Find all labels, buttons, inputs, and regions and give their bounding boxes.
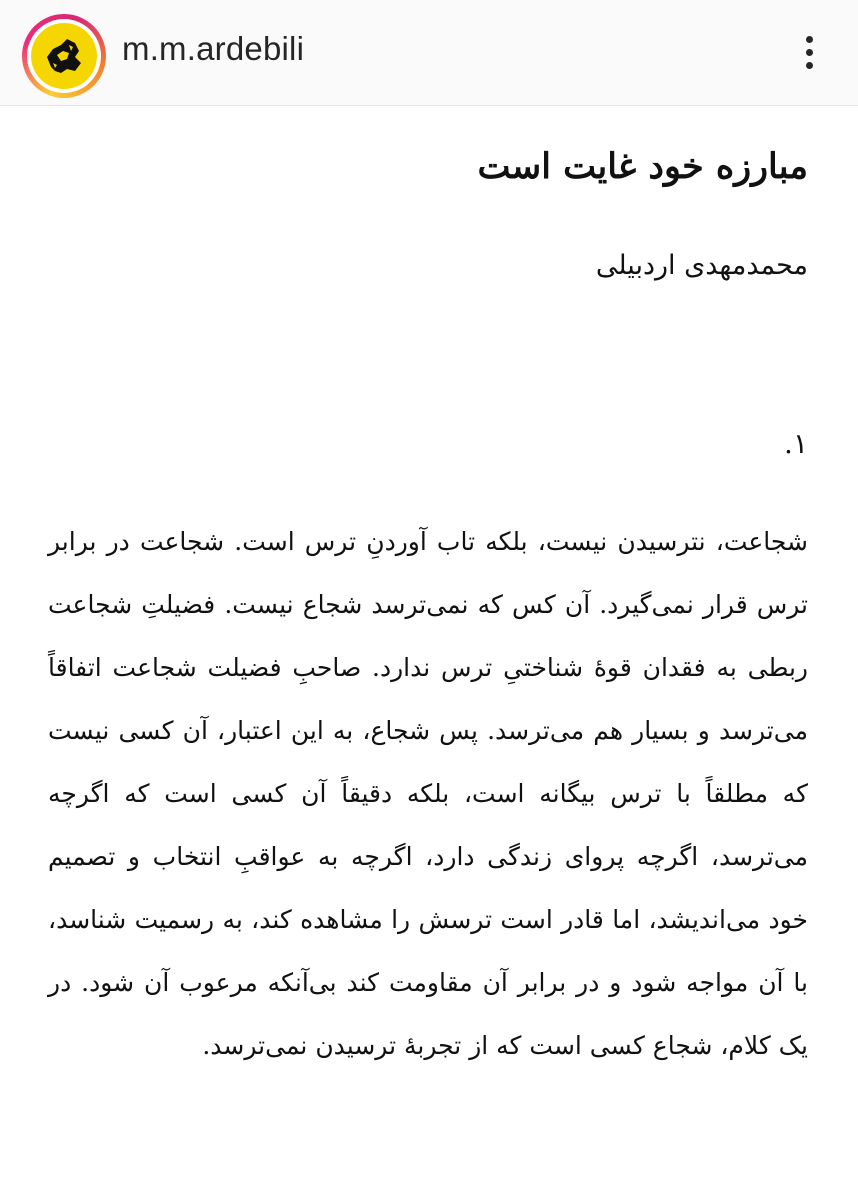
post-body-text: شجاعت، نترسیدن نیست، بلکه تاب آوردنِ ترس است. شجاعت در برابر ترس قرار نمی‌گیرد. آن کس که نمی‌ترسد شجاع نیست. فضیلتِ شجاعت ربطی به فقدان قوهٔ شناختیِ ترس ندارد. صاحبِ فضیلت شجاعت اتفاقاً می‌ترسد و بسیار هم می‌ترسد. پس شجاع، به این اعتبار، آن کسی نیست که مطلقاً با ترس بیگانه است، بلکه دقیقاً آن کسی است که اگرچه می‌ترسد، اگرچه پروای زندگی دارد، اگرچه به عواقبِ انتخاب و تصمیم خود می‌اندیشد، اما قادر است ترسش را مشاهده کند، به رسمیت شناسد، با آن مواجه شود و در برابر آن مقاومت کند بی‌آنکه مرعوب آن شود. در یک کلام، شجاع کسی است که از تجربهٔ ترسیدن نمی‌ترسد.	[48, 527, 808, 1060]
more-vertical-icon-dot-bottom	[806, 62, 813, 69]
story-ring[interactable]	[22, 14, 106, 98]
profile-avatar-icon	[31, 23, 97, 89]
avatar[interactable]	[27, 19, 101, 93]
more-vertical-icon-dot-middle	[806, 49, 813, 56]
username[interactable]: m.m.ardebili	[122, 30, 305, 67]
post-title: مبارزه خود غایت است	[477, 146, 808, 187]
post-author: محمدمهدی اردبیلی	[595, 250, 808, 281]
post-header	[0, 0, 858, 106]
post-image-content	[0, 106, 858, 1200]
more-vertical-icon	[806, 36, 813, 43]
section-number: ۱.	[784, 427, 808, 460]
more-options-button[interactable]	[790, 28, 830, 76]
